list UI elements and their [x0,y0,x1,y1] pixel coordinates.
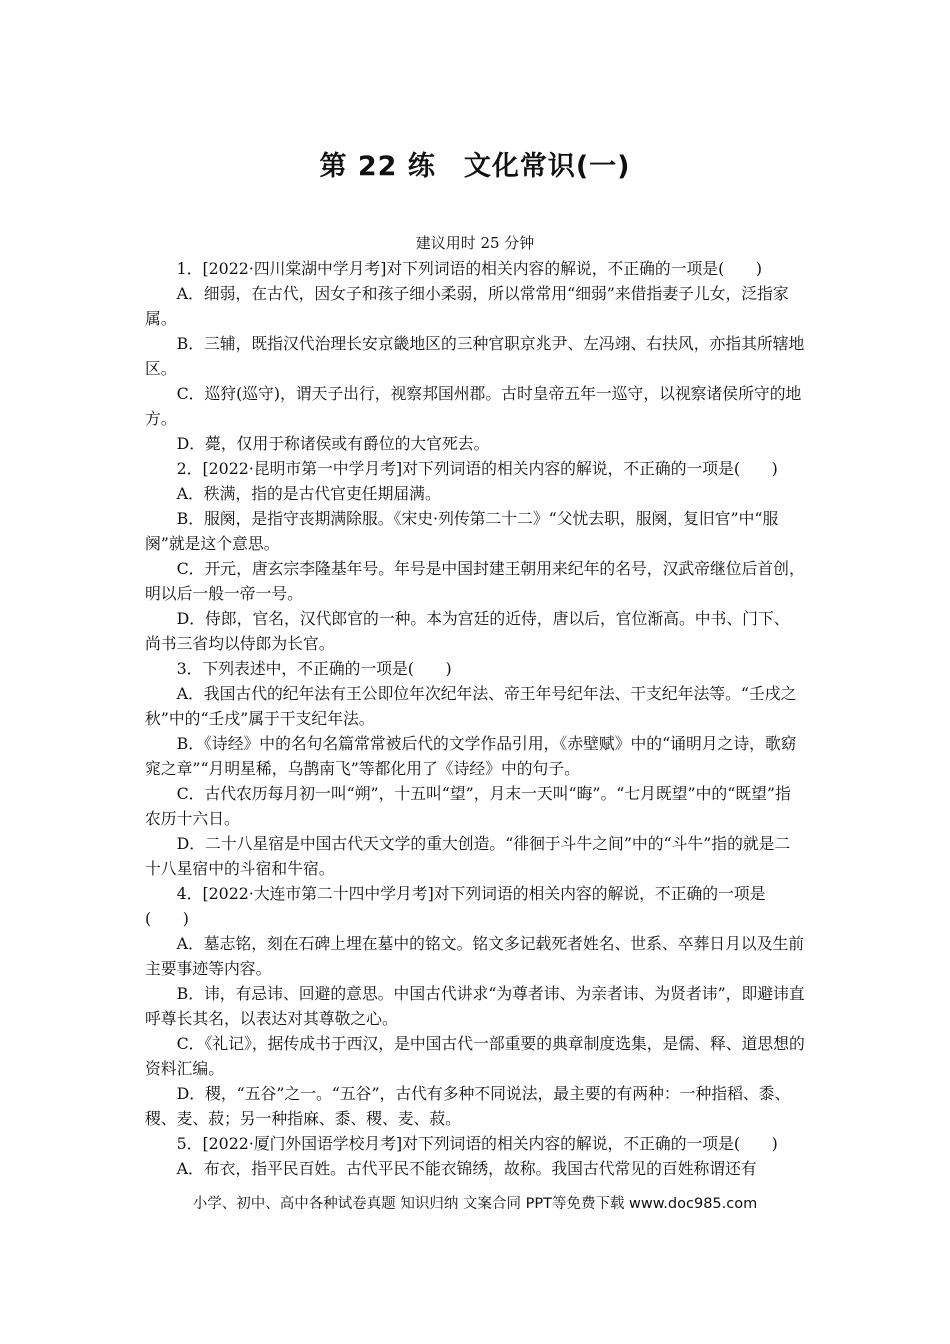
question-4-stem: 4．[2022·大连市第二十四中学月考]对下列词语的相关内容的解说，不正确的一项是( ) [145,884,766,928]
question-3-option-d: D．二十八星宿是中国古代天文学的重大创造。“徘徊于斗牛之间”中的“斗牛”指的就是二十八星宿中的斗宿和牛宿。 [145,834,791,878]
question-1-option-d: D．薨，仅用于称诸侯或有爵位的大官死去。 [176,434,490,453]
question-5-option-a: A．布衣，指平民百姓。古代平民不能衣锦绣，故称。我国古代常见的百姓称谓还有 [176,1159,757,1178]
question-1-option-c: C．巡狩(巡守)，谓天子出行，视察邦国州郡。古时皇帝五年一巡守，以视察诸侯所守的地方。 [145,384,802,428]
question-1-stem: 1．[2022·四川棠湖中学月考]对下列词语的相关内容的解说，不正确的一项是( ) [176,259,763,278]
question-4-option-b: B．讳，有忌讳、回避的意思。中国古代讲求“为尊者讳、为亲者讳、为贤者讳”，即避讳直呼尊长其名，以表达对其尊敬之心。 [145,984,805,1028]
question-2-option-a: A．秩满，指的是古代官吏任期届满。 [176,484,441,503]
question-3-option-c: C．古代农历每月初一叫“朔”，十五叫“望”，月末一天叫“晦”。“七月既望”中的“既望”指农历十六日。 [145,784,791,828]
page-title: 第 22 练 文化常识(一) [319,151,631,182]
question-1-option-b: B．三辅，既指汉代治理长安京畿地区的三种官职京兆尹、左冯翊、右扶风，亦指其所辖地区。 [145,334,805,378]
question-list [145,256,805,1181]
question-4-option-a: A．墓志铭，刻在石碑上埋在墓中的铭文。铭文多记载死者姓名、世系、卒葬日月以及生前主要事迹等内容。 [145,934,805,978]
question-1-option-a: A．细弱，在古代，因女子和孩子细小柔弱，所以常常用“细弱”来借指妻子儿女，泛指家属。 [145,284,789,328]
question-4-option-c: C．《礼记》，据传成书于西汉，是中国古代一部重要的典章制度选集，是儒、释、道思想的资料汇编。 [145,1034,805,1078]
question-2-stem: 2．[2022·昆明市第一中学月考]对下列词语的相关内容的解说，不正确的一项是( ) [176,459,778,478]
time-suggestion: 建议用时 25 分钟 [415,234,535,252]
question-3-stem: 3．下列表述中，不正确的一项是( ) [176,659,452,678]
question-4-option-d: D．稷，“五谷”之一。“五谷”，古代有多种不同说法，最主要的有两种：一种指稻、黍、稷、麦、菽；另一种指麻、黍、稷、麦、菽。 [145,1084,791,1128]
question-5-stem: 5．[2022·厦门外国语学校月考]对下列词语的相关内容的解说，不正确的一项是( ) [176,1134,778,1153]
page-footer: 小学、初中、高中各种试卷真题 知识归纳 文案合同 PPT等免费下载 www.doc985.com [192,1196,758,1212]
question-3-option-b: B．《诗经》中的名句名篇常常被后代的文学作品引用，《赤壁赋》中的“诵明月之诗，歌窈窕之章”“月明星稀，乌鹊南飞”等都化用了《诗经》中的句子。 [145,734,797,778]
question-2-option-d: D．侍郎，官名，汉代郎官的一种。本为宫廷的近侍，唐以后，官位渐高。中书、门下、尚书三省均以侍郎为长官。 [145,609,790,653]
question-2-option-b: B．服阕，是指守丧期满除服。《宋史·列传第二十二》“父忧去职，服阕，复旧官”中“服阕”就是这个意思。 [145,509,779,553]
question-2-option-c: C．开元，唐玄宗李隆基年号。年号是中国封建王朝用来纪年的名号，汉武帝继位后首创，明以后一般一帝一号。 [145,559,805,603]
question-3-option-a: A．我国古代的纪年法有王公即位年次纪年法、帝王年号纪年法、干支纪年法等。“壬戌之秋”中的“壬戌”属于干支纪年法。 [145,684,797,728]
